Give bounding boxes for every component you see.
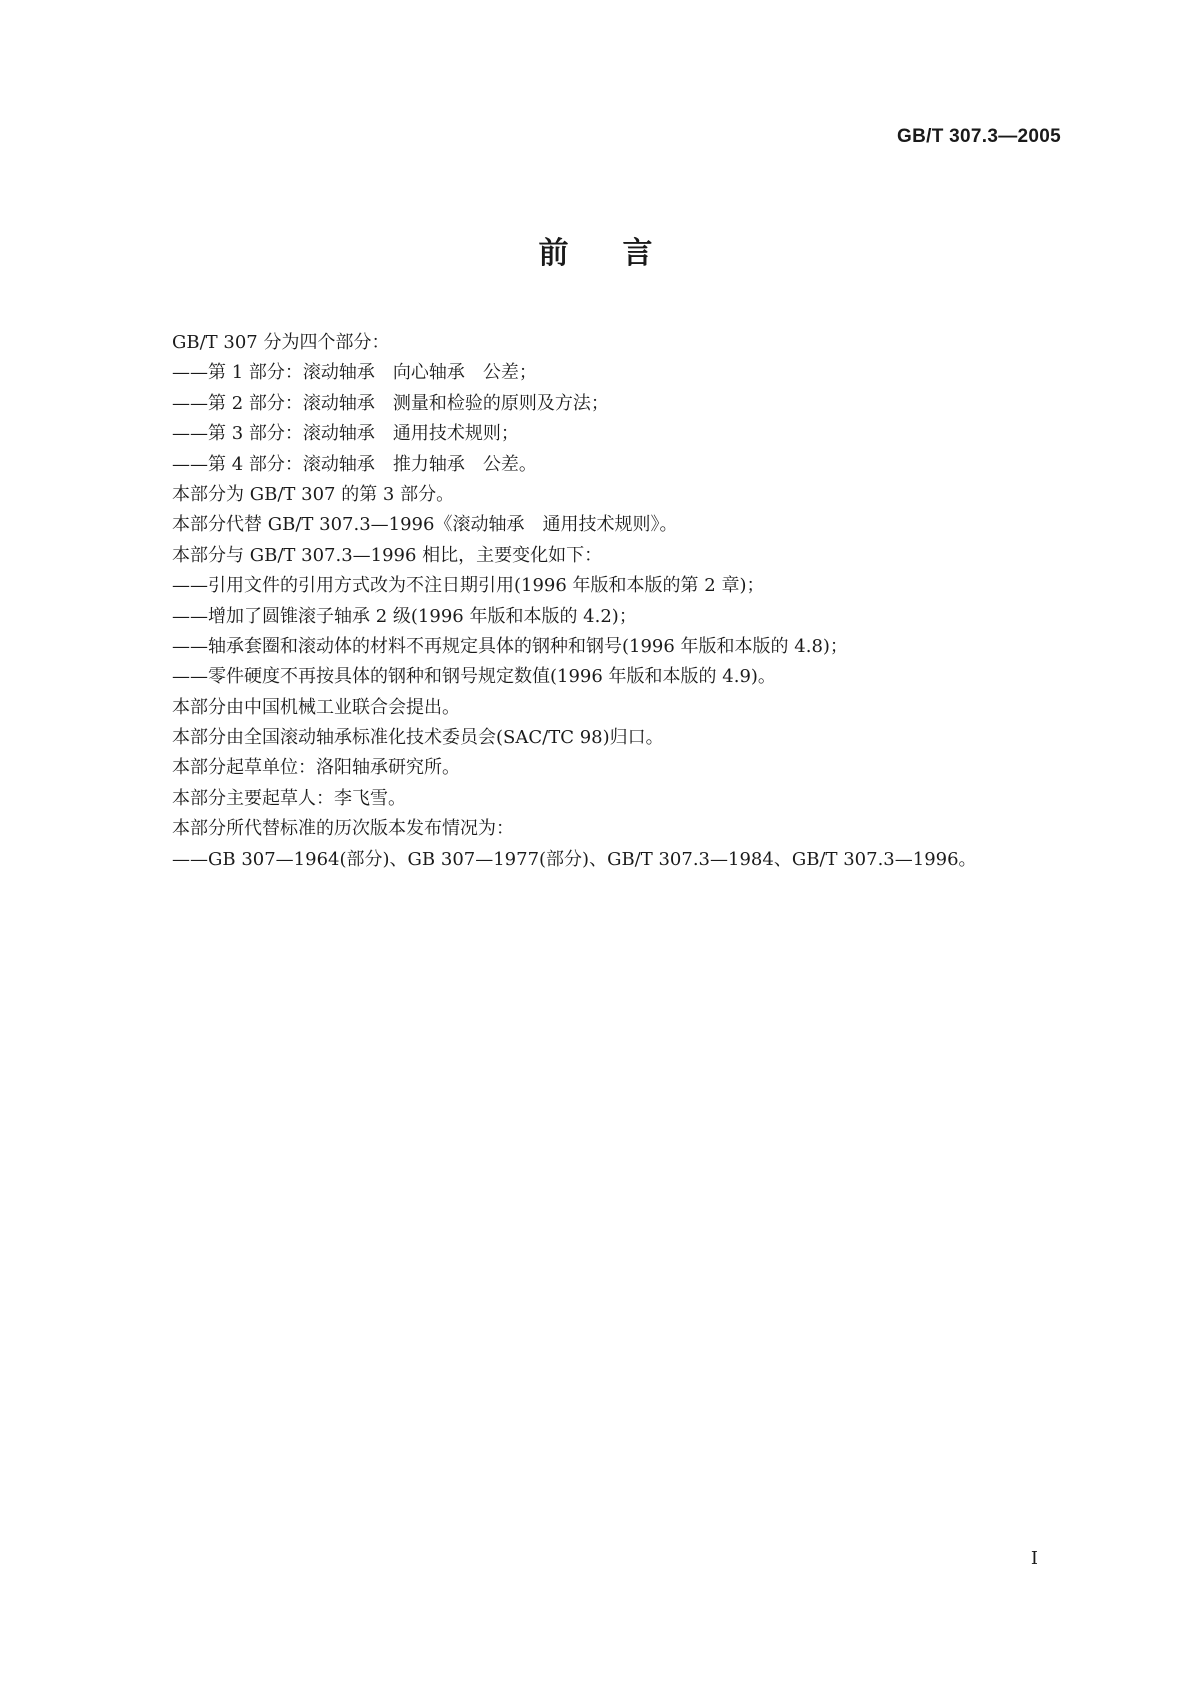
list-item: ——GB 307—1964(部分)、GB 307—1977(部分)、GB/T 307.3—1984、GB/T 307.3—1996。 bbox=[172, 848, 977, 870]
paragraph: 本部分与 GB/T 307.3—1996 相比，主要变化如下： bbox=[172, 544, 603, 566]
paragraph: 本部分由中国机械工业联合会提出。 bbox=[172, 696, 460, 718]
paragraph: GB/T 307 分为四个部分： bbox=[172, 332, 390, 353]
list-item: ——第 2 部分：滚动轴承 测量和检验的原则及方法； bbox=[172, 392, 609, 414]
standard-number: GB/T 307.3—2005 bbox=[897, 126, 1061, 147]
list-item: ——引用文件的引用方式改为不注日期引用(1996 年版和本版的第 2 章)； bbox=[172, 575, 765, 597]
paragraph: 本部分为 GB/T 307 的第 3 部分。 bbox=[172, 483, 455, 505]
paragraph: 本部分起草单位：洛阳轴承研究所。 bbox=[172, 757, 460, 779]
list-item: ——增加了圆锥滚子轴承 2 级(1996 年版和本版的 4.2)； bbox=[172, 605, 637, 627]
list-item: ——轴承套圈和滚动体的材料不再规定具体的钢种和钢号(1996 年版和本版的 4.8)； bbox=[172, 635, 848, 657]
page-number: I bbox=[1030, 1548, 1038, 1569]
list-item: ——零件硬度不再按具体的钢种和钢号规定数值(1996 年版和本版的 4.9)。 bbox=[172, 666, 776, 688]
paragraph: 本部分所代替标准的历次版本发布情况为： bbox=[172, 818, 514, 840]
list-item: ——第 4 部分：滚动轴承 推力轴承 公差。 bbox=[172, 453, 537, 475]
preface-body bbox=[172, 328, 1052, 875]
list-item: ——第 3 部分：滚动轴承 通用技术规则； bbox=[172, 423, 519, 445]
paragraph: 本部分由全国滚动轴承标准化技术委员会(SAC/TC 98)归口。 bbox=[172, 727, 664, 749]
list-item: ——第 1 部分：滚动轴承 向心轴承 公差； bbox=[172, 362, 537, 384]
paragraph: 本部分代替 GB/T 307.3—1996《滚动轴承 通用技术规则》。 bbox=[172, 514, 678, 536]
paragraph: 本部分主要起草人：李飞雪。 bbox=[172, 787, 406, 809]
page-title: 前言 bbox=[538, 236, 707, 271]
